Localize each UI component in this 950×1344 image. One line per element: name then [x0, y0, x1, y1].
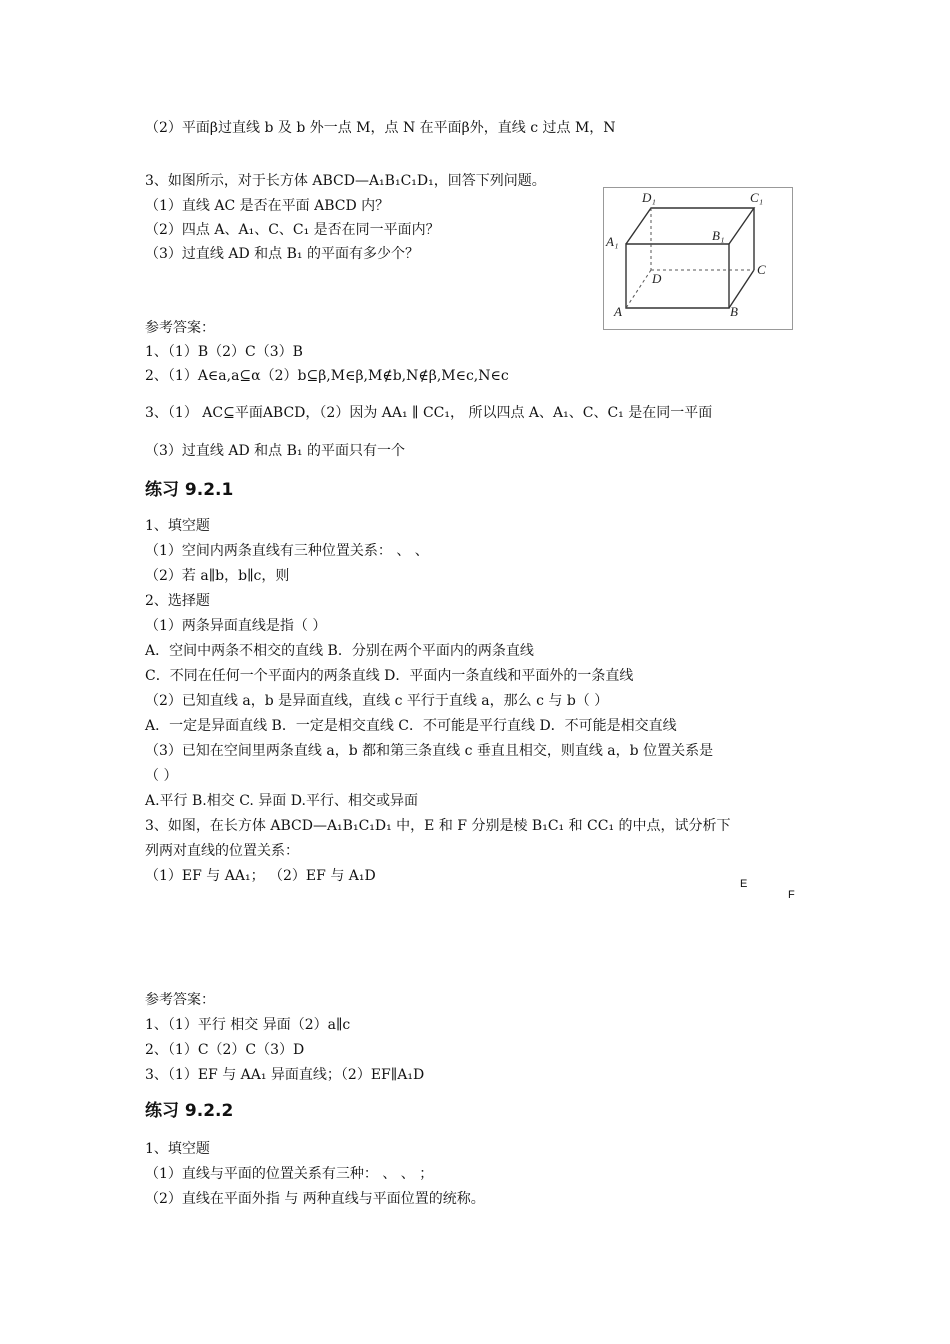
fill-blank-2-1: （1）直线与平面的位置关系有三种： 、 、 ；	[145, 1166, 434, 1182]
line-q2-2: （2）平面β过直线 b 及 b 外一点 M，点 N 在平面β外，直线 c 过点 M，N	[145, 120, 616, 136]
label-B1: B₁	[712, 228, 725, 243]
label-E: E	[740, 878, 748, 890]
q3-item-3: （3）过直线 AD 和点 B₁ 的平面有多少个？	[145, 246, 419, 262]
label-D: D	[652, 271, 662, 286]
q3-item-1: （1）直线 AC 是否在平面 ABCD 内？	[145, 198, 390, 214]
answer-3b: （3）过直线 AD 和点 B₁ 的平面只有一个	[145, 443, 405, 459]
choice-3-paren: （ ）	[145, 768, 178, 784]
choice-2-options: A．一定是异面直线 B．一定是相交直线 C．不可能是平行直线 D．不可能是相交直线	[145, 718, 677, 734]
answer-1: 1、（1）B（2）C（3）B	[145, 344, 303, 360]
choice-1: （1）两条异面直线是指（ ）	[145, 618, 327, 634]
answer-title: 参考答案：	[145, 320, 215, 336]
q3-cuboid-cont: 列两对直线的位置关系：	[145, 843, 299, 859]
section-heading-9-2-1: 练习 9.2.1	[145, 480, 234, 500]
section-heading-9-2-2: 练习 9.2.2	[145, 1101, 234, 1121]
fill-blank-2: （2）若 a∥b，b∥c，则	[145, 568, 290, 584]
choice-1-options-ab: A．空间中两条不相交的直线 B．分别在两个平面内的两条直线	[145, 643, 534, 659]
fill-blank-title: 1、填空题	[145, 518, 210, 534]
answer-3: 3、（1） AC⊆平面ABCD，（2）因为 AA₁ ∥ CC₁， 所以四点 A、A₁、C、C₁ 是在同一平面	[145, 405, 713, 421]
answer-b3: 3、（1）EF 与 AA₁ 异面直线；（2）EF∥A₁D	[145, 1067, 425, 1083]
q3-cuboid-items: （1）EF 与 AA₁； （2）EF 与 A₁D	[145, 868, 376, 884]
answer-b1: 1、（1）平行 相交 异面（2）a∥c	[145, 1017, 351, 1033]
label-B: B	[730, 304, 738, 319]
choice-title: 2、选择题	[145, 593, 210, 609]
label-A1: A₁	[606, 234, 619, 249]
label-F: F	[788, 889, 795, 901]
choice-3: （3）已知在空间里两条直线 a，b 都和第三条直线 c 垂直且相交，则直线 a，b 位置关系是	[145, 743, 714, 759]
choice-3-options: A.平行 B.相交 C. 异面 D.平行、相交或异面	[145, 793, 418, 809]
choice-2: （2）已知直线 a，b 是异面直线，直线 c 平行于直线 a，那么 c 与 b（ ）	[145, 693, 609, 709]
label-A: A	[614, 304, 622, 319]
fill-blank-2-2: （2）直线在平面外指 与 两种直线与平面位置的统称。	[145, 1191, 485, 1207]
answer-title-2: 参考答案：	[145, 992, 215, 1008]
cuboid-figure	[603, 187, 793, 330]
choice-1-options-cd: C．不同在任何一个平面内的两条直线 D．平面内一条直线和平面外的一条直线	[145, 668, 634, 684]
label-C: C	[757, 262, 766, 277]
q3-item-2: （2）四点 A、A₁、C、C₁ 是否在同一平面内？	[145, 222, 440, 238]
q3-cuboid: 3、如图，在长方体 ABCD—A₁B₁C₁D₁ 中，E 和 F 分别是棱 B₁C₁ 和 CC₁ 的中点，试分析下	[145, 818, 731, 834]
q3-title: 3、如图所示，对于长方体 ABCD—A₁B₁C₁D₁，回答下列问题。	[145, 173, 546, 189]
fill-blank-title-2: 1、填空题	[145, 1141, 210, 1157]
label-D1: D₁	[642, 190, 656, 205]
answer-b2: 2、（1）C（2）C（3）D	[145, 1042, 305, 1058]
fill-blank-1: （1）空间内两条直线有三种位置关系： 、 、	[145, 543, 429, 559]
label-C1: C₁	[750, 190, 764, 205]
answer-2: 2、（1）A∈a,a⊆α（2）b⊆β,M∈β,M∉b,N∉β,M∈c,N∈c	[145, 368, 509, 384]
